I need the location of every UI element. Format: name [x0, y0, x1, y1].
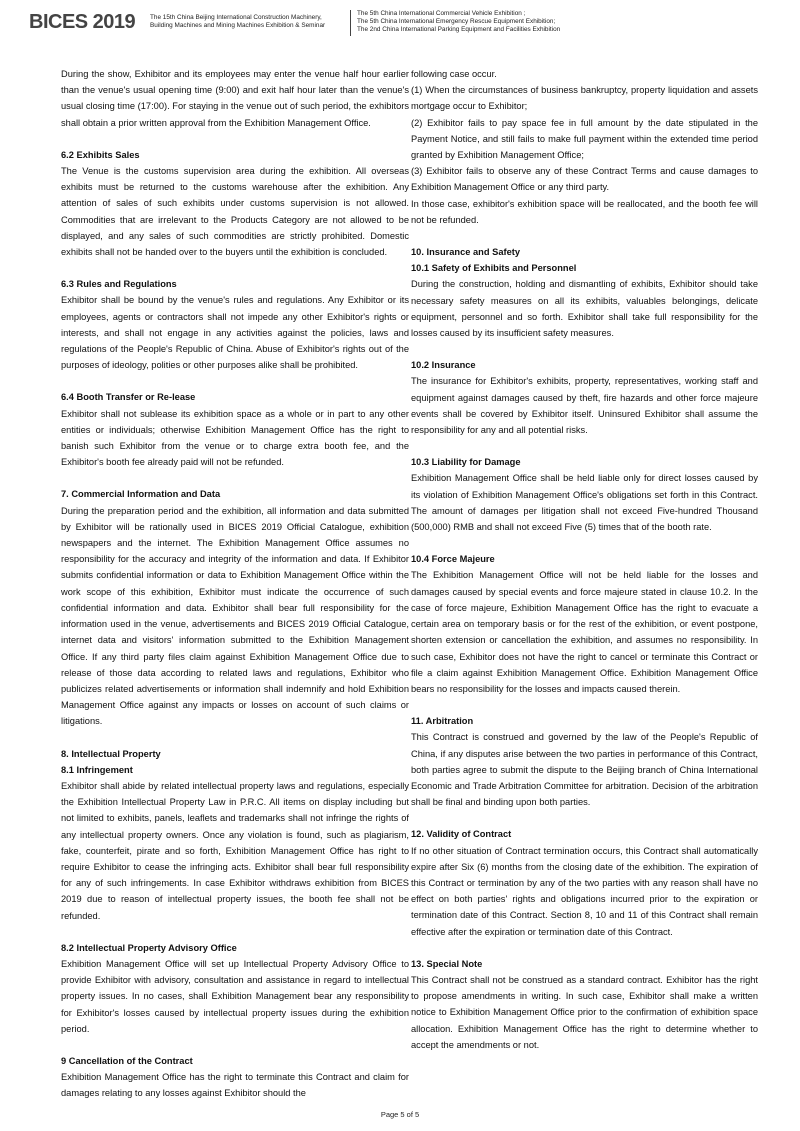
section-10-4 [411, 551, 758, 697]
section-13 [411, 956, 758, 1053]
section-8 [61, 746, 409, 924]
section-text: Exhibitor shall be bound by the venue's rules and regulations. Any Exhibitor or its employees, agents or contractors shall not impede any other Exhibitor's rights or interests, and shall not engage in any activities against the policies, laws and regulations of the People's Republic of China. Abuse of Exhibitor's rights out of the purposes of ideology, polities or other purposes alike shall be prohibited. [61, 295, 409, 371]
tagline-line: The 15th China Beijing International Construction Machinery, [150, 14, 322, 21]
section-subheading: 10.1 Safety of Exhibits and Personnel [411, 263, 577, 274]
section-6-4 [61, 389, 409, 470]
tagline-line: The 2nd China International Parking Equipment and Facilities Exhibition [357, 26, 561, 33]
section-heading: 10.2 Insurance [411, 360, 476, 371]
section-text: Exhibitor shall abide by related intellectual property laws and regulations, especially the Exhibition Intellectual Property Law in P.R.C. All items on display including but not limited to exhibits, panels, leaflets and trademarks shall not infringe the rights of any intellectual property owners. Once any violation is found, such as plagiarism, fake, counterfeit, pirate and so forth, Exhibition Management Office has right to require Exhibitor to cease the infringing acts. Exhibitor shall bear full responsibility for any of such infringements. In case Exhibitor withdraws exhibition from BICES 2019 due to reason of intellectual property issues, the booth fee shall not be refunded. [61, 780, 409, 921]
section-10-2 [411, 357, 758, 438]
section-11 [411, 713, 758, 810]
section-text: During the preparation period and the exhibition, all information and data submitted by Exhibitor will be rationally used in BICES 2019 Official Catalogue, exhibition newspapers and the internet. The Exhibition Management Office assumes no responsibility for the accuracy and integrity of the information and data. If Exhibitor submits confidential information or data to Exhibition Management Office within the work scope of this exhibition, Exhibitor must indicate the occurrence of such confidential information and data. Exhibitor shall bear full responsibility for the information used in the venue, advertisements and BICES 2019 Official Catalogue, internet data and visitors' information submitted to the Exhibition Management Office. If any third party files claim against Exhibition Management Office due to release of those data according to related laws and regulations, Exhibitor who publicizes related advertisements or information shall indemnify and hold Exhibition Management Office against any impacts or losses on account of such claims or litigations. [61, 505, 409, 727]
section-text: (3) Exhibitor fails to observe any of these Contract Terms and cause damages to Exhibition Management Office or any third party. [411, 166, 758, 193]
section-text: The insurance for Exhibitor's exhibits, property, representatives, working staff and equipment against damages caused by theft, fire hazards and other force majeure events shall be covered by Exhibitor itself. Uninsured Exhibitor shall assume the responsibility for any and all potential risks. [411, 376, 758, 436]
section-heading: 9 Cancellation of the Contract [61, 1055, 193, 1066]
tagline-line: The 5th China International Commercial Vehicle Exhibition ; [357, 10, 526, 17]
section-text: In those case, exhibitor's exhibition space will be reallocated, and the booth fee will not be refunded. [411, 198, 758, 225]
section-text: Exhibitor shall not sublease its exhibition space as a whole or in part to any other entities or individuals; otherwise Exhibition Management Office has the right to banish such Exhibitor from the venue or to charge extra booth fee, and the Exhibitor's booth fee already paid will not be refunded. [61, 408, 409, 468]
bices-logo: BICES 2019 [29, 11, 136, 33]
section-heading: 6.4 Booth Transfer or Re-lease [61, 392, 196, 403]
section-heading: 8.2 Intellectual Property Advisory Office [61, 942, 237, 953]
section-heading: 8. Intellectual Property [61, 748, 161, 759]
section-heading: 6.3 Rules and Regulations [61, 279, 177, 290]
section-6-3 [61, 276, 409, 373]
section-10 [411, 244, 758, 341]
section-heading: 7. Commercial Information and Data [61, 489, 221, 500]
section-heading: 12. Validity of Contract [411, 829, 512, 840]
section-subheading: 8.1 Infringement [61, 764, 133, 775]
section-text: This Contract is construed and governed by the law of the People's Republic of China, if any disputes arise between the two parties in performance of this Contract, both parties agree to submit the dispute to the Beijing branch of China International Economic and Trade Arbitration Committee for arbitration. Decision of the arbitration shall be final and binding upon both parties. [411, 732, 758, 808]
section-heading: 6.2 Exhibits Sales [61, 149, 140, 160]
section-text: (2) Exhibitor fails to pay space fee in full amount by the date stipulated in the Payment Notice, and still fails to make full payment within the extended time period granted by Exhibition Management Office; [411, 117, 758, 161]
section-12 [411, 826, 758, 939]
section-heading: 10.3 Liability for Damage [411, 457, 521, 468]
section-7 [61, 486, 409, 729]
section-heading: 11. Arbitration [411, 716, 474, 727]
section-text: The Venue is the customs supervision area during the exhibition. All overseas exhibits must be returned to the customs warehouse after the exhibition. Any attention of sales of such exhibits under customs supervision is not allowed. Commodities that are irrelevant to the Products Category are not allowed to be displayed, and any sales of such commodities are strictly prohibited. Domestic exhibits shall not be handed over to the buyers until the exhibition is concluded. [61, 166, 409, 258]
section-text: If no other situation of Contract termination occurs, this Contract shall automatically expire after Six (6) months from the closing date of the exhibition. The expiration of this Contract or termination by any of the two parties with any reason shall have no effect on both parties' rights and obligations incurred prior to the expiration or termination date of this Contract. Section 8, 10 and 11 of this Contract shall remain effective after the expiration or termination date of this Contract. [411, 845, 758, 937]
section-text: (1) When the circumstances of business bankruptcy, property liquidation and assets mortgage occur to Exhibitor; [411, 85, 758, 112]
section-9 [61, 1053, 409, 1102]
tagline-line: The 5th China International Emergency Rescue Equipment Exhibition; [357, 18, 556, 25]
tagline-line: Building Machines and Mining Machines Exhibition & Seminar [150, 22, 326, 29]
section-6-2 [61, 147, 409, 260]
page-number: Page 5 of 5 [380, 1110, 420, 1119]
section-text: Exhibition Management Office will set up Intellectual Property Advisory Office to provide Exhibitor with advisory, consultation and assistance in regard to intellectual property issues. In no cases, shall Exhibition Management bear any responsibility for Exhibitor's losses caused by intellectual property issues during the exhibition period. [61, 958, 409, 1034]
page-header [29, 10, 789, 40]
section-heading: 13. Special Note [411, 958, 483, 969]
section-intro [61, 66, 409, 131]
right-column [411, 66, 758, 1069]
section-text: During the construction, holding and dismantling of exhibits, Exhibitor should take necessary safety measures on all its exhibits, valuables belongings, delicate equipment, personnel and so forth. Exhibitor shall take full responsibility for the losses caused by its insufficient safety measures. [411, 279, 758, 339]
section-text: following case occur. [411, 69, 497, 79]
header-divider [350, 10, 351, 36]
header-tagline-left [150, 14, 325, 30]
section-text: During the show, Exhibitor and its employees may enter the venue half hour earlier than the venue's usual opening time (9:00) and exit half hour later than the venue's usual closing time (17:00). For staying in the venue out of such period, the exhibitors shall obtain a prior written approval from the Exhibition Management Office. [61, 69, 409, 128]
header-tagline-right [357, 10, 560, 34]
section-text: The Exhibition Management Office will not be held liable for the losses and damages caused by special events and force majeure stated in clause 10.2. In the case of force majeure, Exhibition Management Office has the right to evacuate a certain area on temporary basis or for the rest of the exhibition, or event postpone, shorten extension or cancellation the exhibition, and assumes no responsibility. In such case, Exhibitor does not have the right to cancel or terminate this Contract or file a claim against Exhibition Management Office. Exhibition Management Office bears no responsibility for the losses and impacts caused therein. [411, 570, 758, 694]
section-heading: 10.4 Force Majeure [411, 554, 495, 565]
section-8-2 [61, 940, 409, 1037]
section-text: This Contract shall not be construed as a standard contract. Exhibitor has the right to propose amendments in writing. In such case, Exhibitor shall make a written notice to Exhibition Management Office prior to the confirmation of exhibition space allocation. Exhibition Management Office has the right to determine whether to accept the amendments or not. [411, 974, 758, 1050]
section-9-continued [411, 66, 758, 228]
section-10-3 [411, 454, 758, 535]
section-heading: 10. Insurance and Safety [411, 247, 521, 258]
left-column [61, 66, 409, 1118]
section-text: Exhibition Management Office shall be held liable only for direct losses caused by its violation of Exhibition Management Office's obligations set forth in this Contract. The amount of damages per litigation shall not exceed Five-hundred Thousand (500,000) RMB and shall not exceed Five (5) times that of the booth rate. [411, 473, 758, 533]
section-text: Exhibition Management Office has the right to terminate this Contract and claim for damages relating to any losses against Exhibitor should the [61, 1072, 409, 1099]
